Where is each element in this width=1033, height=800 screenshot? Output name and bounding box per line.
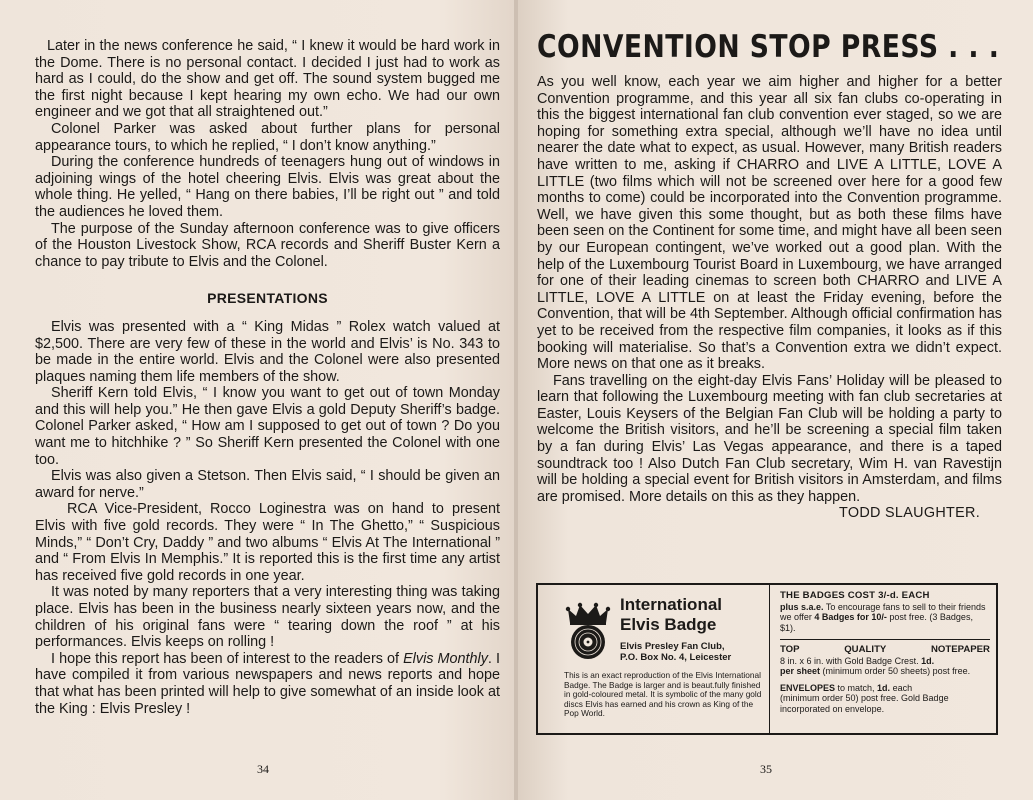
page-number-left: 34 bbox=[257, 762, 269, 776]
badge-advert bbox=[536, 583, 998, 735]
badges-offer: 4 Badges for 10/- bbox=[814, 612, 887, 622]
badges-text: To encourage fans to sell to their friends we offer bbox=[780, 601, 986, 622]
left-column bbox=[35, 38, 500, 717]
paragraph: Fans travelling on the eight-day Elvis Fans’ Holiday will be pleased to learn that following the Luxembourg meeting with fan club secretaries at Easter, Louis Keysers of the Belgian Fan Club will be holding a party to welcome the British visitors, and he’ll be screening a special film taken by a fan during Elvis’ Las Vegas appearance, and there is a taped soundtrack too ! Also Dutch Fan Club secretary, Wim H. van Ravestijn will be holding a special event for British visitors in Amsterdam, and films are promised. More details on this as they happen. bbox=[537, 372, 1002, 505]
paragraph: The purpose of the Sunday afternoon conference was to give officers of the Houston Livestock Show, RCA records and Sheriff Buster Kern a chance to pay tribute to Elvis and the Colonel. bbox=[35, 220, 500, 270]
badges-price-heading: THE BADGES COST 3/-d. EACH bbox=[780, 590, 930, 601]
section-heading: PRESENTATIONS bbox=[207, 290, 328, 307]
advert-prices-panel bbox=[770, 585, 996, 733]
notepaper-text-part: 8 in. x 6 in. with Gold Badge Crest. bbox=[780, 655, 922, 666]
notepaper-heading-word: TOP bbox=[780, 644, 800, 655]
page-number-right: 35 bbox=[760, 762, 772, 776]
advert-address bbox=[620, 641, 731, 663]
paragraph: Later in the news conference he said, “ I knew it would be hard work in the Dome. There is no personal contact. I decided I just had to work as hard as I could, do the show and get off. The sound system bugged me the first night because I kept hearing my own echo. We had our own engineer and we got that all straightened out.” bbox=[35, 38, 500, 121]
address-line: P.O. Box No. 4, Leicester bbox=[620, 652, 732, 663]
right-column bbox=[537, 30, 1002, 522]
paragraph: During the conference hundreds of teenagers hung out of windows in adjoining wings of the hotel cheering Elvis. Elvis was great about the whole thing. He yelled, “ Hang on there babies, I’ll be right out ” and told the audiences he loved them. bbox=[35, 154, 500, 220]
closing-paragraph bbox=[35, 651, 500, 717]
advert-title-line: International bbox=[620, 595, 723, 614]
closing-text: I hope this report has been of interest to the readers of bbox=[51, 650, 404, 667]
paragraph: It was noted by many reporters that a very interesting thing was taking place. Elvis has been in the business nearly sixteen years now, and the children of his original fans were “ tearing down the roof ” at his performances. Elvis keeps on rolling ! bbox=[35, 584, 500, 651]
paragraph: As you well know, each year we aim higher and higher for a better Convention programme, and this year all six fan clubs co-operating in this the biggest international fan club convention ever staged, so we are hoping for something extra special, although we’ll have no idea until nearer the date what to expect, as usual. However, many British readers have written to me, asking if CHARRO and LIVE A LITTLE, LOVE A LITTLE (two films which will not be screened over here for a good few months to come) could be incorporated into the Convention programme. Well, we have given this some thought, but as both these films have been seen on the Continent for some time, and might have all been seen by our European contingent, we’ve worked out a good plan. With the help of the Luxembourg Tourist Board in Luxembourg, we have arranged for one of their leading cinemas to screen both CHARRO and LIVE A LITTLE, LOVE A LITTLE on at least the Friday evening, before the Convention, that will be 4th September. Although official confirmation has yet to be received from the respective film companies, it looks as if this booking will materialise. So that’s a Convention extra we didn’t expect. More news on that one as it breaks. bbox=[537, 74, 1002, 373]
divider bbox=[780, 639, 990, 640]
badges-tail: post free. (3 Badges, $1). bbox=[780, 612, 973, 633]
magazine-name: Elvis Monthly bbox=[403, 650, 488, 667]
notepaper-heading bbox=[780, 645, 990, 656]
paragraph: RCA Vice-President, Rocco Loginestra was on hand to present Elvis with five gold records. They were “ In The Ghetto,” “ Suspicious Minds,” “ Don’t Cry, Daddy ” and two albums “ Elvis At The International ” and “ From Elvis In Memphis.” It is reported this is the first time any artist has received five gold records in one year. bbox=[35, 501, 500, 584]
advert-description: This is an exact reproduction of the Elvis International Badge. The Badge is larger and is beaut.fully finished in gold-coloured metal. It is symbolic of the many gold discs Elvis has earned and his crown as King of the Pop World. bbox=[564, 670, 762, 719]
badges-price-text bbox=[780, 602, 990, 634]
badges-sae: plus s.a.e. bbox=[780, 601, 824, 612]
notepaper-price: 1d. bbox=[921, 655, 935, 666]
advert-title-line: Elvis Badge bbox=[620, 615, 717, 634]
closing-text: . I have compiled it from various newspapers and news reports and hope that what has been printed will help to give somewhat of an inside look at the King : Elvis Presley ! bbox=[35, 650, 500, 717]
notepaper-per: per sheet bbox=[780, 666, 821, 676]
paragraph: Sheriff Kern told Elvis, “ I know you want to get out of town Monday and this will help you.” He then gave Elvis a gold Deputy Sheriff’s badge. Colonel Parker asked, “ How am I supposed to get out of town ? Do you want me to hitchhike ? ” So Sheriff Kern presented the Colonel with one too. bbox=[35, 385, 500, 468]
advert-badge-panel bbox=[538, 585, 770, 733]
envelopes-details: (minimum order 50) post free. Gold Badge incorporated on envelope. bbox=[780, 693, 949, 714]
address-line: Elvis Presley Fan Club, bbox=[620, 641, 725, 652]
crown-badge-icon bbox=[564, 601, 612, 661]
envelopes-text bbox=[780, 683, 990, 715]
envelopes-price: 1d. bbox=[877, 682, 891, 693]
paragraph: Elvis was also given a Stetson. Then Elvis said, “ I should be given an award for nerve.” bbox=[35, 468, 500, 501]
paragraph: Colonel Parker was asked about further plans for personal appearance tours, to which he replied, “ I don’t know anything.” bbox=[35, 120, 500, 154]
notepaper-text bbox=[780, 656, 990, 677]
paragraph: Elvis was presented with a “ King Midas ” Rolex watch valued at $2,500. There are very few of these in the world and Elvis’ is No. 343 to be made in the entire world. Elvis and the Colonel were also presented plaques naming them life members of the show. bbox=[35, 318, 500, 385]
author-signature: TODD SLAUGHTER. bbox=[839, 505, 980, 522]
envelopes-text-part: to match, bbox=[835, 682, 878, 693]
page-gutter bbox=[514, 0, 518, 800]
advert-title bbox=[620, 595, 722, 635]
notepaper-heading-word: NOTEPAPER bbox=[930, 644, 990, 655]
notepaper-heading-word: QUALITY bbox=[844, 644, 887, 655]
headline: CONVENTION STOP PRESS . . . bbox=[537, 29, 1000, 65]
notepaper-text-part: (minimum order 50 sheets) post free. bbox=[820, 666, 971, 676]
envelopes-text-part: each bbox=[890, 682, 913, 693]
envelopes-heading: ENVELOPES bbox=[780, 682, 836, 693]
